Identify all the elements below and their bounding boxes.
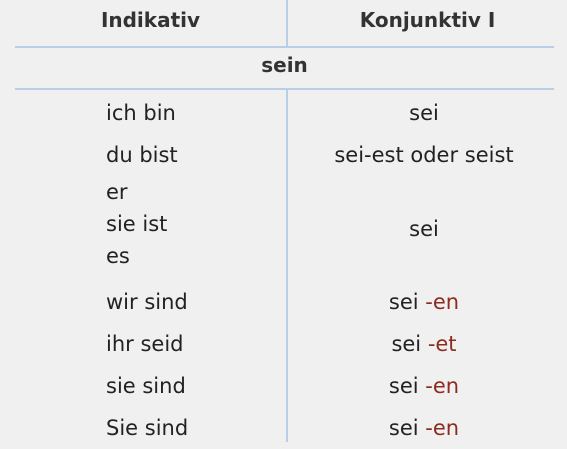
indikativ-cell: du bist: [106, 143, 178, 167]
konjunktiv-cell: [288, 412, 560, 444]
konjunktiv-cell: [288, 286, 560, 318]
konjunktiv-stem: sei: [409, 101, 439, 125]
table-row: [0, 92, 567, 134]
konjunktiv-stem: sei-est oder seist: [334, 143, 514, 167]
konjunktiv-ending: -et: [427, 332, 457, 356]
table-row: [0, 176, 567, 282]
konjunktiv-stem: sei: [409, 217, 439, 241]
konjunktiv-cell: [288, 97, 560, 129]
table-row: [0, 323, 567, 365]
verb-divider: [15, 88, 554, 90]
indikativ-cell: ihr seid: [106, 332, 184, 356]
konjunktiv-cell: [288, 370, 560, 402]
verb-title: sein: [261, 53, 308, 77]
pronoun-er: er: [106, 180, 128, 204]
konjunktiv-ending: -en: [425, 416, 460, 440]
konjunktiv-ending: -en: [425, 290, 460, 314]
konjunktiv-stem: sei: [391, 332, 428, 356]
table-row: [0, 365, 567, 407]
header-indikativ: Indikativ: [100, 8, 201, 32]
indikativ-cell: Sie sind: [106, 416, 189, 440]
table-row: [0, 407, 567, 449]
header-konjunktiv: Konjunktiv I: [359, 8, 496, 32]
konjunktiv-stem: sei: [388, 290, 426, 314]
konjunktiv-stem: sei: [388, 374, 426, 398]
konjunktiv-stem: sei: [388, 416, 426, 440]
pronoun-sie-ist: sie ist: [106, 212, 168, 236]
indikativ-cell: [106, 176, 167, 272]
header-divider: [15, 46, 554, 48]
table-row: [0, 281, 567, 323]
table-row: [0, 134, 567, 176]
pronoun-es: es: [106, 244, 130, 268]
konjunktiv-cell: [288, 139, 560, 171]
konjunktiv-cell: [288, 328, 560, 360]
indikativ-cell: wir sind: [106, 290, 188, 314]
indikativ-cell: sie sind: [106, 374, 186, 398]
konjunktiv-ending: -en: [425, 374, 460, 398]
konjunktiv-cell: [288, 213, 560, 245]
indikativ-cell: ich bin: [106, 101, 176, 125]
